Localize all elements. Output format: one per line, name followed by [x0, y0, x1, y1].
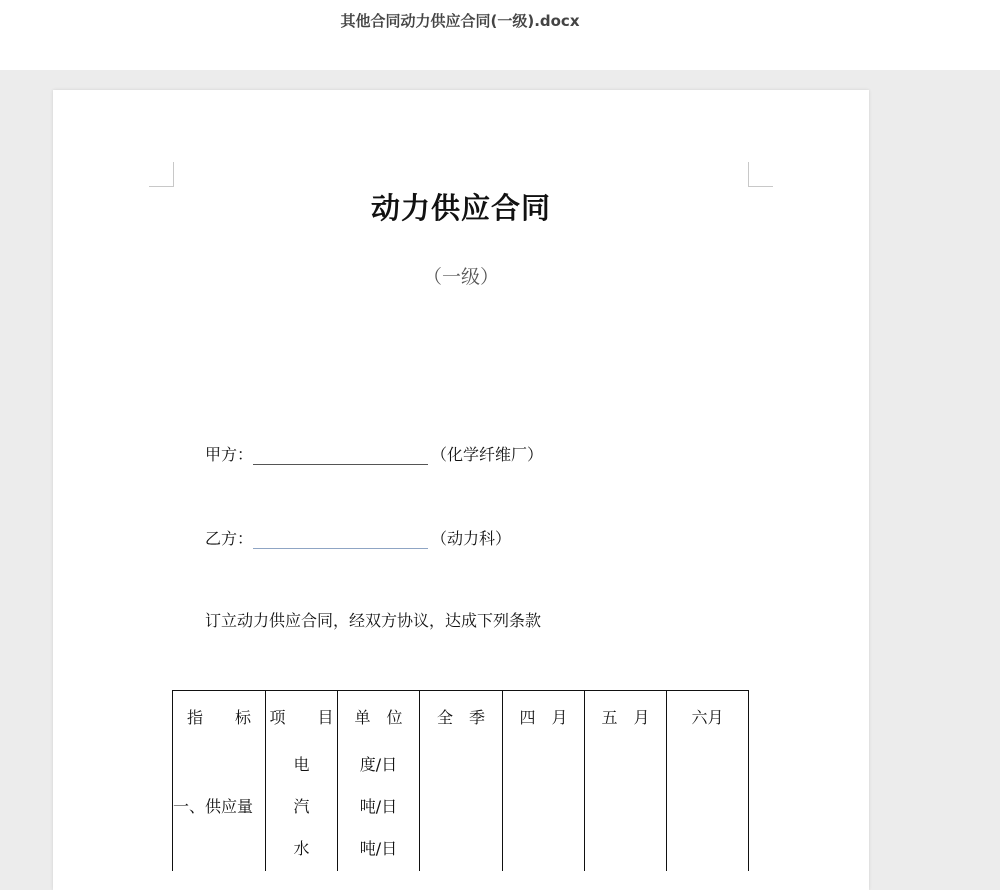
table-row	[173, 787, 749, 829]
document-filename: 其他合同动力供应合同(一级).docx	[340, 12, 580, 30]
table-row	[173, 745, 749, 787]
table-cell	[420, 787, 503, 829]
table-cell	[667, 745, 749, 787]
table-cell	[667, 787, 749, 829]
supply-table	[172, 690, 749, 871]
table-cell	[503, 829, 585, 871]
margin-corner-top-left	[149, 162, 174, 187]
contract-clause: 订立动力供应合同，经双方协议，达成下列条款	[205, 611, 542, 630]
document-subtitle: （一级）	[422, 266, 499, 288]
title-bar	[0, 0, 1000, 70]
table-cell-item: 水	[266, 829, 338, 871]
table-cell	[420, 829, 503, 871]
document-title: 动力供应合同	[370, 191, 551, 225]
table-cell-item: 电	[266, 745, 338, 787]
table-header-cell: 全 季	[420, 691, 503, 746]
party-a-blank	[253, 446, 428, 465]
party-b-label: 乙方：	[205, 529, 254, 548]
margin-corner-top-right	[748, 162, 773, 187]
table-cell-item: 汽	[266, 787, 338, 829]
party-a-label: 甲方：	[205, 445, 254, 464]
table-cell	[585, 829, 667, 871]
party-b-line	[205, 526, 511, 549]
table-cell	[585, 745, 667, 787]
document-page	[53, 90, 869, 890]
table-header-cell: 项 目	[266, 691, 338, 746]
table-header-row	[173, 691, 749, 746]
table-cell	[503, 787, 585, 829]
table-cell	[173, 829, 266, 871]
party-b-note: （动力科）	[431, 529, 512, 548]
table-header-cell: 指 标	[173, 691, 266, 746]
table-header-cell: 六月	[667, 691, 749, 746]
table-cell	[667, 829, 749, 871]
table-header-cell: 五 月	[585, 691, 667, 746]
table-cell	[173, 745, 266, 787]
table-row	[173, 829, 749, 871]
table-cell	[585, 787, 667, 829]
table-cell-unit: 吨/日	[338, 829, 420, 871]
party-b-blank	[253, 530, 428, 549]
table-header-cell: 四 月	[503, 691, 585, 746]
table-header-cell: 单 位	[338, 691, 420, 746]
table-cell	[503, 745, 585, 787]
party-a-line	[205, 442, 543, 465]
table-row-group-label: 一、供应量	[173, 787, 266, 829]
table-cell	[420, 745, 503, 787]
party-a-note: （化学纤维厂）	[431, 445, 544, 464]
table-cell-unit: 度/日	[338, 745, 420, 787]
table-cell-unit: 吨/日	[338, 787, 420, 829]
